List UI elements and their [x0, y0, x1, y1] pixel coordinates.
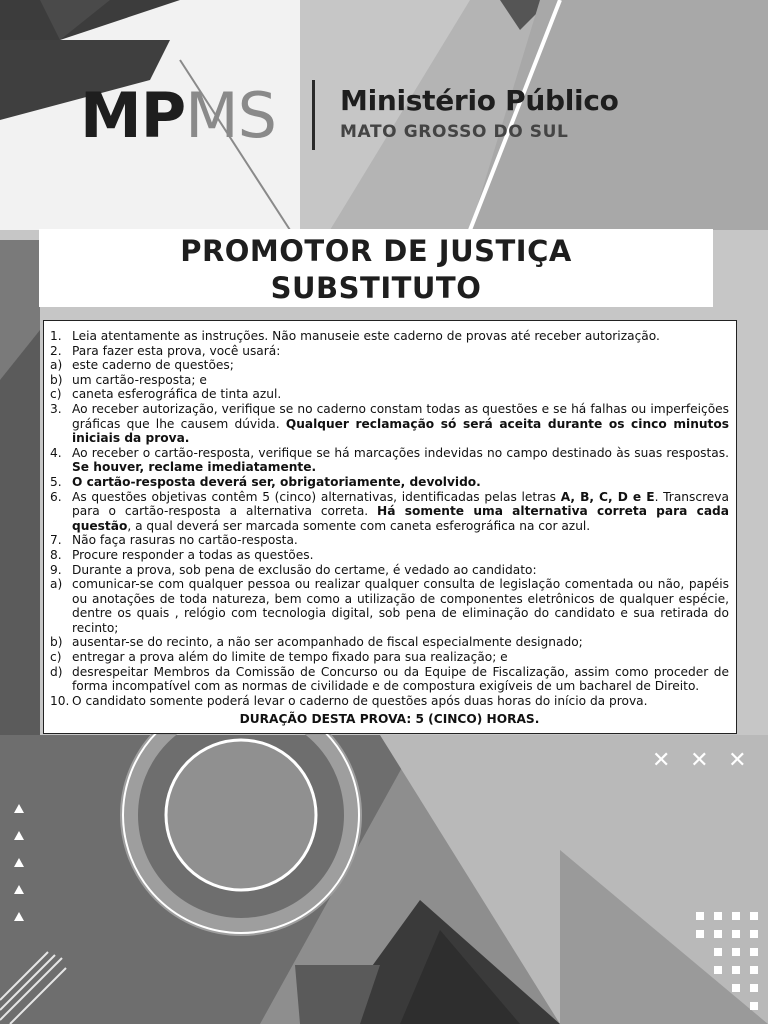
instruction-text-part: Leia atentamente as instruções. Não manuseie este caderno de provas até receber autorização. — [72, 329, 660, 343]
instruction-text-bold: Há somente uma alternativa correta para cada questão — [72, 504, 729, 533]
instruction-marker: 6. — [50, 489, 62, 504]
instruction-text-part: ausentar-se do recinto, a não ser acompanhado de fiscal especialmente designado; — [72, 635, 583, 650]
triangle-icon — [14, 912, 24, 921]
instruction-text-bold: O cartão-resposta deverá ser, obrigatoriamente, devolvido. — [72, 474, 481, 489]
instruction-item — [50, 490, 729, 534]
instruction-item — [50, 373, 729, 388]
instruction-item — [50, 387, 729, 402]
triangle-icon — [14, 885, 24, 894]
instruction-marker: c) — [50, 650, 62, 665]
mpms-logo — [80, 76, 650, 156]
instruction-text-part: Ao receber autorização, verifique se no caderno constam todas as questões e se há falhas ou imperfeições gráficas que lhe causem dúvida. — [72, 401, 729, 431]
instruction-marker: c) — [50, 387, 62, 402]
logo-divider — [312, 80, 315, 150]
instruction-text-part: As questões objetivas contêm 5 (cinco) alternativas, identificadas pelas letras — [72, 489, 561, 504]
instruction-text — [72, 358, 729, 373]
instruction-marker: 5. — [50, 474, 62, 489]
instruction-marker: b) — [50, 635, 63, 650]
instruction-text — [72, 344, 729, 359]
instruction-text — [72, 577, 729, 635]
triangle-icon — [14, 831, 24, 840]
x-marks-icon: ✕ ✕ ✕ — [652, 748, 753, 773]
instruction-marker: d) — [50, 664, 63, 679]
instruction-item — [50, 694, 729, 709]
logo-title: Ministério Público — [340, 84, 619, 117]
instruction-text-part: Para fazer esta prova, você usará: — [72, 343, 281, 358]
instruction-marker: 9. — [50, 562, 62, 577]
instruction-text — [72, 650, 729, 665]
instruction-text — [72, 533, 729, 548]
instruction-marker: a) — [50, 358, 63, 373]
instruction-item — [50, 548, 729, 563]
instruction-text-part: , a qual deverá ser marcada somente com caneta esferográfica na cor azul. — [127, 518, 591, 533]
instruction-item — [50, 533, 729, 548]
instruction-text — [72, 548, 729, 563]
instruction-item — [50, 650, 729, 665]
exam-title-box — [39, 229, 713, 307]
instruction-text-part: Procure responder a todas as questões. — [72, 547, 314, 562]
instruction-item — [50, 635, 729, 650]
logo-mark-mp: MP — [80, 79, 186, 152]
instruction-marker: 10. — [50, 693, 70, 708]
instruction-item — [50, 563, 729, 578]
instruction-item — [50, 577, 729, 635]
instruction-text-bold: A, B, C, D e E — [560, 489, 655, 504]
triangle-icon — [14, 804, 24, 813]
instruction-marker: 2. — [50, 343, 62, 358]
instruction-marker: b) — [50, 372, 63, 387]
triangle-icon — [14, 858, 24, 867]
instruction-text — [72, 694, 729, 709]
instruction-marker: 3. — [50, 401, 62, 416]
logo-subtitle: MATO GROSSO DO SUL — [340, 122, 569, 142]
instructions-list — [50, 329, 729, 708]
instruction-item — [50, 475, 729, 490]
instructions-box — [43, 320, 737, 734]
instruction-text — [72, 373, 729, 388]
instruction-text-bold: Se houver, reclame imediatamente. — [72, 460, 317, 475]
instruction-item — [50, 358, 729, 373]
instruction-text — [72, 563, 729, 578]
instruction-text — [72, 329, 729, 344]
logo-mark-ms: MS — [185, 79, 276, 152]
instruction-text-part: Não faça rasuras no cartão-resposta. — [72, 533, 298, 548]
instruction-item — [50, 446, 729, 475]
exam-title-line2: SUBSTITUTO — [270, 271, 482, 305]
instruction-text-part: desrespeitar Membros da Comissão de Concurso ou da Equipe de Fiscalização, assim como proceder de forma incompatível com as normas de civilidade e de compostura exigíveis de um bacharel de Direito. — [72, 664, 729, 694]
instruction-text-part: O candidato somente poderá levar o caderno de questões após duas horas do início da prova. — [72, 693, 648, 708]
instruction-text-part: este caderno de questões; — [72, 358, 234, 373]
instruction-marker: a) — [50, 577, 63, 592]
logo-mark — [80, 76, 276, 156]
instruction-text — [72, 446, 729, 475]
instruction-text-bold: Qualquer reclamação só será aceita durante os cinco minutos iniciais da prova. — [72, 416, 729, 446]
instruction-text — [72, 635, 729, 650]
instruction-text — [72, 475, 729, 490]
instruction-marker: 8. — [50, 547, 62, 562]
instruction-text-part: entregar a prova além do limite de tempo fixado para sua realização; e — [72, 650, 508, 665]
instruction-text — [72, 665, 729, 694]
instruction-item — [50, 665, 729, 694]
instruction-text-part: um cartão-resposta; e — [72, 372, 207, 387]
instruction-marker: 1. — [50, 329, 62, 343]
instruction-item — [50, 402, 729, 446]
duration-note: DURAÇÃO DESTA PROVA: 5 (CINCO) HORAS. — [239, 712, 540, 727]
instruction-text-part: comunicar-se com qualquer pessoa ou realizar qualquer consulta de legislação comentada ou não, papéis ou anotações de toda natureza, bem como a utilização de componentes eletrônicos de qualquer espécie, dentre os quais , relógio com tecnologia digital, sob pena de eliminação do candidato e sua retirada do recinto; — [72, 577, 729, 635]
instruction-text-part: Durante a prova, sob pena de exclusão do certame, é vedado ao candidato: — [72, 562, 537, 577]
exam-title-line1: PROMOTOR DE JUSTIÇA — [180, 234, 572, 268]
instruction-item — [50, 329, 729, 344]
instruction-text — [72, 387, 729, 402]
instruction-text-part: . Transcreva para o cartão-resposta a alternativa correta. — [72, 489, 729, 519]
instruction-text — [72, 490, 729, 534]
instruction-item — [50, 344, 729, 359]
instruction-text-part: caneta esferográfica de tinta azul. — [72, 387, 282, 402]
instruction-marker: 7. — [50, 533, 62, 548]
instruction-marker: 4. — [50, 445, 62, 460]
instruction-text — [72, 402, 729, 446]
instruction-text-part: Ao receber o cartão-resposta, verifique se há marcações indevidas no campo destinado às suas respostas. — [72, 445, 729, 460]
